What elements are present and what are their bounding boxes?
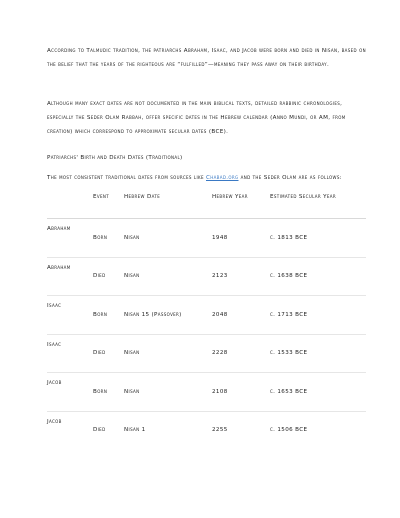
cell-hebrew-date: Nisan	[124, 388, 140, 395]
cell-secular-year: c. 1713 BCE	[270, 311, 308, 318]
chabad-link[interactable]: Chabad.org	[205, 174, 239, 181]
document-body	[47, 44, 367, 449]
cell-hebrew-year: 2048	[212, 311, 228, 318]
chronology-paragraph: Although many exact dates are not documented in the main biblical texts, detailed rabbinic chronologies, especially the Seder Olam Rabbah, offer specific dates in the Hebrew calendar (Anno Mundi, or AM, from creation) which correspond to approximate secular dates (BCE).	[47, 100, 346, 136]
table-row	[47, 219, 366, 258]
cell-hebrew-year: 2123	[212, 273, 228, 280]
cell-hebrew-date: Nisan	[124, 350, 140, 357]
cell-event: Born	[93, 388, 108, 395]
table-row	[47, 257, 366, 296]
cell-name: Jacob	[47, 380, 62, 387]
table-row	[47, 334, 366, 373]
cell-hebrew-year: 1948	[212, 234, 228, 241]
cell-name: Abraham	[47, 226, 71, 233]
cell-name: Jacob	[47, 418, 62, 425]
cell-secular-year: c. 1813 BCE	[270, 234, 308, 241]
cell-event: Died	[93, 350, 106, 357]
cell-event: Born	[93, 311, 108, 318]
table-header-row	[47, 191, 366, 219]
header-name	[47, 191, 93, 219]
cell-hebrew-year: 2228	[212, 350, 228, 357]
sources-text-before: The most consistent traditional dates from sources like	[47, 174, 206, 181]
intro-paragraph: According to Talmudic tradition, the patriarchs Abraham, Isaac, and Jacob were born and died in Nisan, based on the belief that the years of the righteous are “fulfilled”—meaning they pass away on their birthday.	[47, 48, 366, 69]
header-event: Event	[93, 194, 109, 201]
cell-event: Died	[93, 427, 106, 434]
table-row	[47, 296, 366, 335]
patriarchs-dates-table	[47, 191, 366, 449]
header-secular-year: Estimated Secular Year	[270, 194, 336, 201]
cell-name: Isaac	[47, 303, 62, 310]
table-row	[47, 373, 366, 412]
cell-name: Abraham	[47, 264, 71, 271]
cell-hebrew-year: 2255	[212, 427, 228, 434]
cell-event: Born	[93, 234, 108, 241]
sources-text-after: and the Seder Olam are as follows:	[238, 174, 342, 181]
sources-paragraph	[47, 171, 367, 185]
cell-hebrew-date: Nisan	[124, 273, 140, 280]
cell-hebrew-date: Nisan	[124, 234, 140, 241]
cell-hebrew-year: 2108	[212, 388, 228, 395]
cell-hebrew-date: Nisan 1	[124, 427, 146, 434]
cell-secular-year: c. 1653 BCE	[270, 388, 308, 395]
cell-secular-year: c. 1533 BCE	[270, 350, 308, 357]
table-row	[47, 411, 366, 449]
cell-event: Died	[93, 273, 106, 280]
header-hebrew-year: Hebrew Year	[212, 194, 248, 201]
cell-name: Isaac	[47, 341, 62, 348]
cell-hebrew-date: Nisan 15 (Passover)	[124, 311, 182, 318]
cell-secular-year: c. 1506 BCE	[270, 427, 308, 434]
section-heading: Patriarchs' Birth and Death Dates (Traditional)	[47, 155, 183, 162]
header-hebrew-date: Hebrew Date	[124, 194, 161, 201]
cell-secular-year: c. 1638 BCE	[270, 273, 308, 280]
